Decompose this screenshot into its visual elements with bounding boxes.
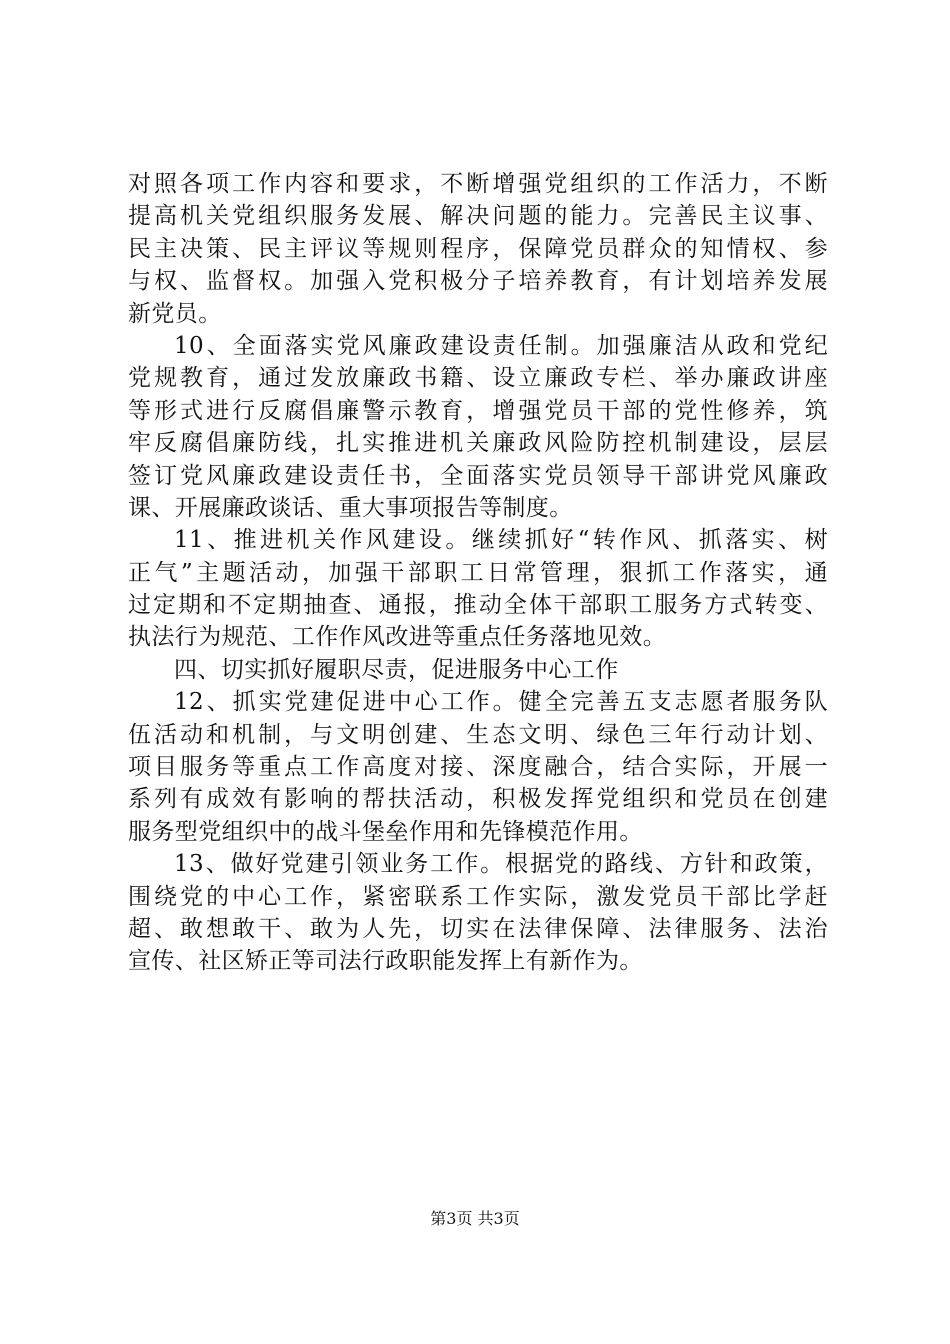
text-line: 10、全面落实党风廉政建设责任制。加强廉洁从政和党纪 xyxy=(174,332,828,359)
text-line: 提高机关党组织服务发展、解决问题的能力。完善民主议事、 xyxy=(128,203,828,230)
text-line: 牢反腐倡廉防线，扎实推进机关廉政风险防控机制建设，层层 xyxy=(128,430,828,457)
text-line: 11、推进机关作风建设。继续抓好“转作风、抓落实、树 xyxy=(174,527,828,554)
text-line: 过定期和不定期抽查、通报，推动全体干部职工服务方式转变、 xyxy=(128,592,828,619)
text-line: 系列有成效有影响的帮扶活动，积极发挥党组织和党员在创建 xyxy=(128,786,828,813)
text-line: 13、做好党建引领业务工作。根据党的路线、方针和政策， xyxy=(174,851,828,878)
page-footer: 第3页 共3页 xyxy=(430,1209,520,1228)
text-line: 正气”主题活动，加强干部职工日常管理，狠抓工作落实，通 xyxy=(128,559,828,586)
text-line: 项目服务等重点工作高度对接、深度融合，结合实际，开展一 xyxy=(128,754,828,781)
text-line: 执法行为规范、工作作风改进等重点任务落地见效。 xyxy=(128,624,667,651)
text-line: 伍活动和机制，与文明创建、生态文明、绿色三年行动计划、 xyxy=(128,721,828,748)
text-line: 课、开展廉政谈话、重大事项报告等制度。 xyxy=(128,494,573,521)
text-line: 民主决策、民主评议等规则程序，保障党员群众的知情权、参 xyxy=(128,235,828,262)
text-line: 12、抓实党建促进中心工作。健全完善五支志愿者服务队 xyxy=(174,689,828,716)
text-line: 围绕党的中心工作，紧密联系工作实际，激发党员干部比学赶 xyxy=(128,883,828,910)
text-line: 服务型党组织中的战斗堡垒作用和先锋模范作用。 xyxy=(128,818,643,845)
document-body xyxy=(128,168,828,978)
text-line: 党规教育，通过发放廉政书籍、设立廉政专栏、举办廉政讲座 xyxy=(128,365,828,392)
text-line: 签订党风廉政建设责任书，全面落实党员领导干部讲党风廉政 xyxy=(128,462,828,489)
text-line: 对照各项工作内容和要求，不断增强党组织的工作活力，不断 xyxy=(128,171,828,197)
text-line: 新党员。 xyxy=(128,300,222,327)
text-line: 等形式进行反腐倡廉警示教育，增强党员干部的党性修养，筑 xyxy=(128,397,828,424)
text-line: 宣传、社区矫正等司法行政职能发挥上有新作为。 xyxy=(128,948,643,975)
text-line: 与权、监督权。加强入党积极分子培养教育，有计划培养发展 xyxy=(128,268,828,295)
text-line: 超、敢想敢干、敢为人先，切实在法律保障、法律服务、法治 xyxy=(128,915,828,942)
text-line: 四、切实抓好履职尽责，促进服务中心工作 xyxy=(174,656,619,683)
